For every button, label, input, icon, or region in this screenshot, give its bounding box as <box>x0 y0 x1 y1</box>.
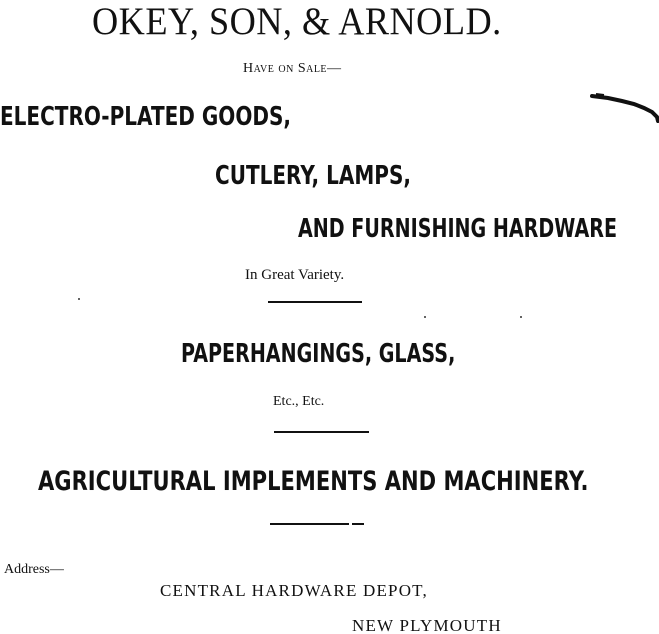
etc-text: Etc., Etc. <box>273 394 325 409</box>
paperhangings-glass-line: PAPERHANGINGS, GLASS, <box>181 339 456 369</box>
address-label: Address— <box>4 562 64 577</box>
furnishing-hardware-line: AND FURNISHING HARDWARE <box>298 214 618 244</box>
electro-plated-goods-line: ELECTRO-PLATED GOODS, <box>0 102 291 132</box>
divider-rule-2 <box>274 431 369 433</box>
cutlery-lamps-line: CUTLERY, LAMPS, <box>215 161 411 191</box>
divider-rule-3-end <box>352 523 364 525</box>
divider-rule-1 <box>268 301 362 303</box>
have-on-sale-text: Have on Sale— <box>243 61 342 76</box>
divider-rule-3 <box>270 523 349 525</box>
print-speck <box>520 316 522 318</box>
ink-smudge-mark <box>590 90 659 124</box>
print-speck <box>424 316 426 318</box>
in-great-variety-text: In Great Variety. <box>245 267 345 283</box>
firm-name-heading: OKEY, SON, & ARNOLD. <box>92 0 502 43</box>
agricultural-implements-line: AGRICULTURAL IMPLEMENTS AND MACHINERY. <box>38 466 589 497</box>
depot-name-text: CENTRAL HARDWARE DEPOT, <box>160 581 428 600</box>
print-speck <box>78 298 80 300</box>
town-text: NEW PLYMOUTH <box>352 616 502 634</box>
